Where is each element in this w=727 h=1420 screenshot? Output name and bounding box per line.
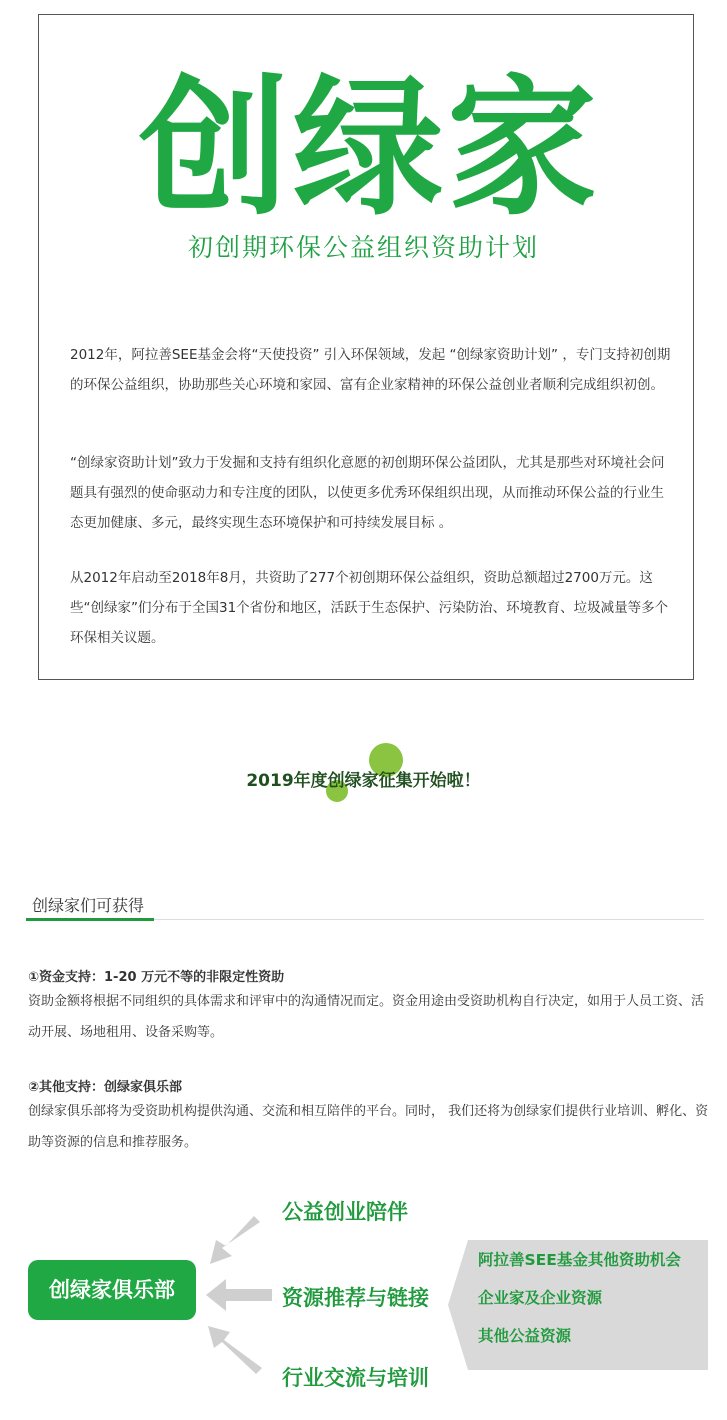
branch-label-2: 资源推荐与链接 (282, 1286, 429, 1310)
logo (90, 60, 650, 220)
support-1-description: 资助金额将根据不同组织的具体需求和评审中的沟通情况而定。资金用途由受资助机构自行决定，如用于人员工资、活动开展、场地租用、设备采购等。 (28, 994, 705, 1040)
resource-item-3: 其他公益资源 (478, 1327, 572, 1345)
branch-label-1: 公益创业陪伴 (282, 1200, 408, 1224)
resource-item-1: 阿拉善SEE基金其他资助机会 (478, 1251, 681, 1269)
banner-title: 2019年度创绿家征集开始啦！ (246, 771, 481, 791)
intro-paragraph-1: 2012年，阿拉善SEE基金会将“天使投资” 引入环保领域，发起 “创绿家资助计划” ，专门支持初创期的环保公益组织，协助那些关心环境和家园、富有企业家精神的环保公益创业者顺利完成组织初创。 (70, 347, 671, 393)
support-2-heading: ②其他支持：创绿家俱乐部 (28, 1080, 183, 1095)
intro-paragraph-3: 从2012年启动至2018年8月，共资助了277个初创期环保公益组织，资助总额超过2700万元。这些“创绿家”们分布于全国31个省份和地区，活跃于生态保护、污染防治、环境教育、垃圾减量等多个环保相关议题。 (70, 570, 669, 646)
support-1-heading: ①资金支持：1-20 万元不等的非限定性资助 (28, 970, 285, 985)
logo-wordmark: 创绿家 (138, 62, 602, 220)
arrow-up (210, 1216, 260, 1264)
corner-tick-top-left (38, 14, 68, 15)
arrow-down (208, 1326, 262, 1374)
tagline: 初创期环保公益组织资助计划 (187, 233, 539, 262)
club-node: 创绿家俱乐部 (28, 1260, 196, 1320)
intro-paragraph-2: “创绿家资助计划”致力于发掘和支持有组织化意愿的初创期环保公益团队，尤其是那些对环境社会问题具有强烈的使命驱动力和专注度的团队，以使更多优秀环保组织出现，从而推动环保公益的行业生态更加健康、多元，最终实现生态环境保护和可持续发展目标 。 (70, 455, 665, 531)
section-title: 创绿家们可获得 (32, 896, 145, 915)
arrow-middle (206, 1279, 272, 1311)
corner-tick-top-right (664, 14, 694, 15)
club-diagram (0, 1160, 727, 1420)
resource-item-2: 企业家及企业资源 (478, 1289, 603, 1307)
branch-label-3: 行业交流与培训 (282, 1366, 429, 1390)
support-2-description: 创绿家俱乐部将为受资助机构提供沟通、交流和相互陪伴的平台。同时， 我们还将为创绿家们提供行业培训、孵化、资助等资源的信息和推荐服务。 (28, 1104, 709, 1150)
section-divider-accent (26, 918, 154, 921)
